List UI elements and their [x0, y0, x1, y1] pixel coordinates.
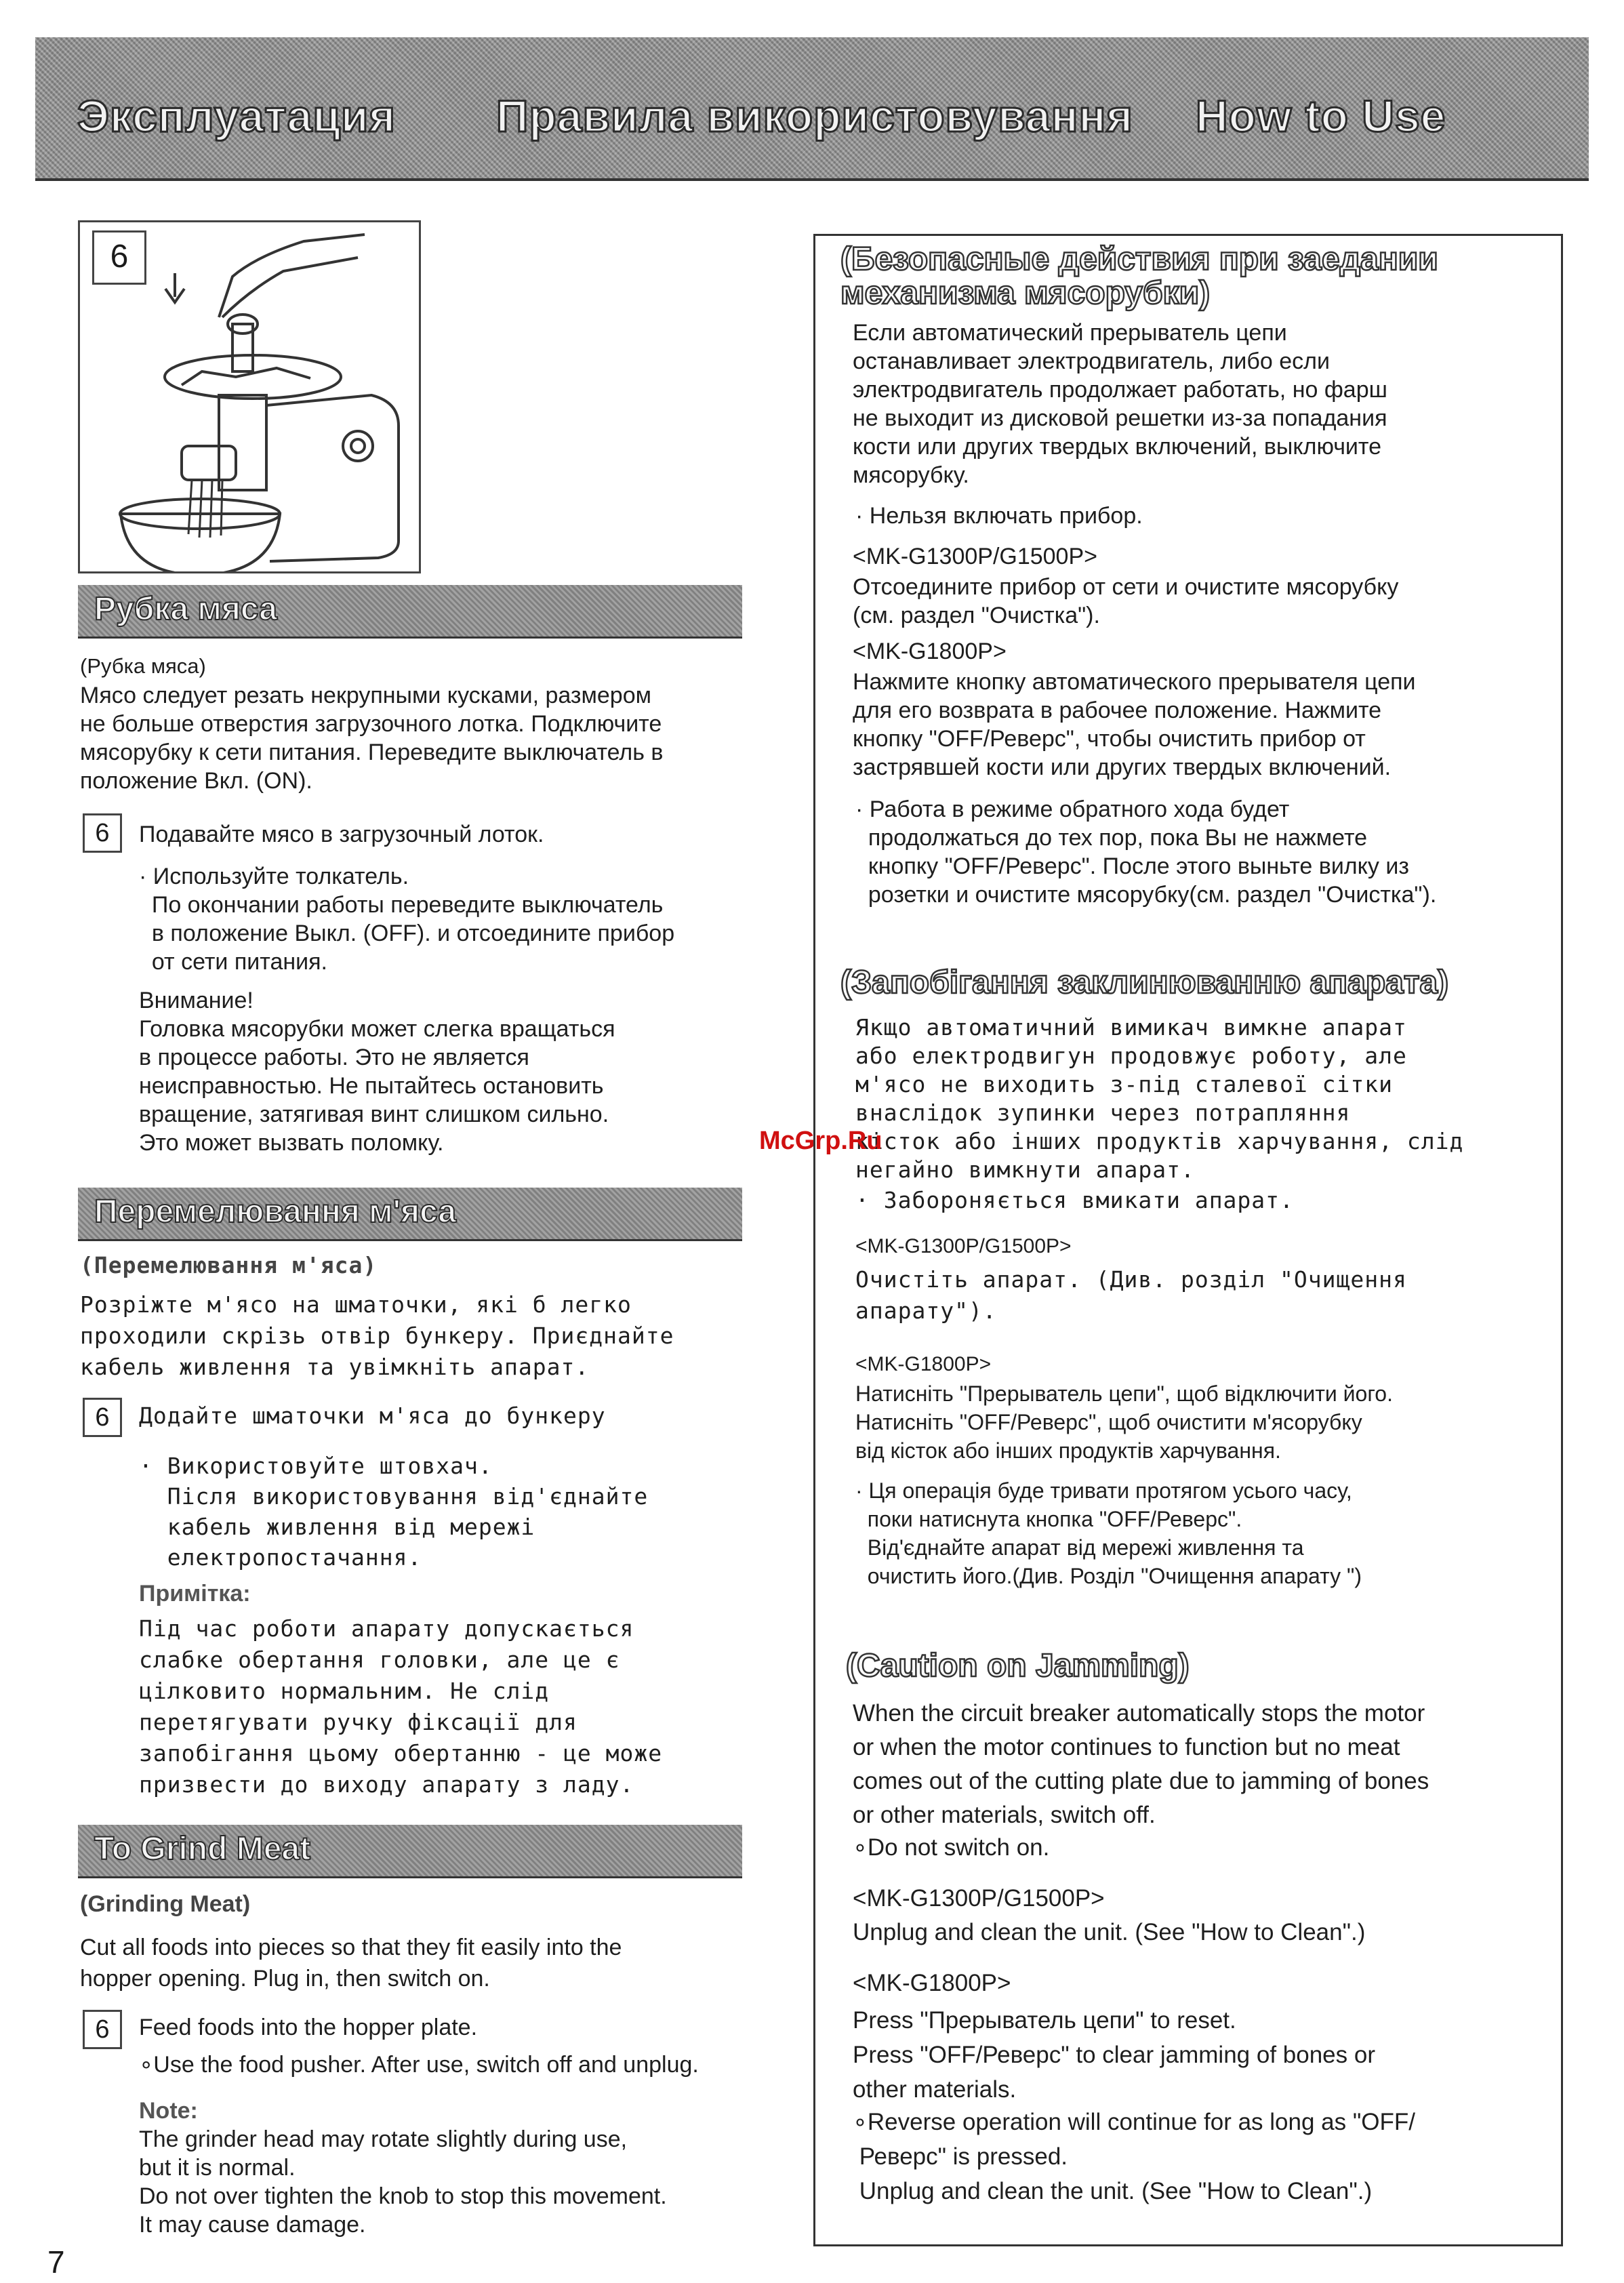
watermark: McGrp.Ru: [759, 1127, 882, 1155]
ru-step-number: 6: [83, 813, 122, 853]
section-heading-ru-text: Рубка мяса: [94, 591, 277, 627]
en-step-text: Feed foods into the hopper plate.: [139, 2015, 478, 2040]
en-subtitle: (Grinding Meat): [80, 1891, 251, 1917]
page-number: 7: [47, 2244, 65, 2280]
section-heading-uk: [78, 1188, 742, 1241]
caution-uk-p1: Якщо автоматичний вимикач вимкне апарат або електродвигун продовжує роботу, але м'ясо не виходить з-під сталевої сітки внаслідок зупинки через потрапляння кісток або інших продуктів харчування, слід негайно вимкнути апарат.: [855, 1014, 1464, 1183]
caution-en-model2: <MK-G1800P>: [853, 1970, 1011, 1996]
caution-ru-bullet1: · Нельзя включать прибор.: [855, 503, 1143, 529]
section-heading-en-text: To Grind Meat: [94, 1831, 311, 1867]
en-note: The grinder head may rotate slightly during use, but it is normal. Do not over tighten the knob to stop this movement. It may cause damage.: [139, 2126, 667, 2238]
caution-uk-bullet1: · Забороняється вмикати апарат.: [855, 1187, 1294, 1213]
caution-ru-p2: Отсоедините прибор от сети и очистите мясорубку (см. раздел "Очистка").: [853, 574, 1399, 628]
title-ru: Эксплуатация: [77, 91, 396, 141]
caution-ru-p3: Нажмите кнопку автоматического прерывателя цепи для его возврата в рабочее положение. Нажмите кнопку "OFF/Реверс", чтобы очистить прибор от застрявшей кости или других твердых включений.: [853, 669, 1416, 780]
caution-en-p1: When the circuit breaker automatically stops the motor or when the motor continues to function but no meat comes out of the cutting plate due to jamming of bones or other materials, switch off.: [853, 1700, 1429, 1828]
en-step-bullet: ∘Use the food pusher. After use, switch off and unplug.: [139, 2052, 699, 2078]
en-intro: Cut all foods into pieces so that they fit easily into the hopper opening. Plug in, then switch on.: [80, 1935, 622, 1992]
uk-note-title: Примітка:: [139, 1581, 251, 1607]
uk-step-bullet: · Використовуйте штовхач. Після використовування від'єднайте кабель живлення від мережі електропостачання.: [139, 1453, 649, 1571]
caution-en-bullet2: ∘Reverse operation will continue for as long as "OFF/ Реверс" is pressed. Unplug and clean the unit. (See "How to Clean".): [853, 2109, 1415, 2204]
en-step-number: 6: [83, 2010, 122, 2049]
caution-uk-heading: (Запобігання заклинюванню апарата): [840, 965, 1449, 1001]
en-note-title: Note:: [139, 2098, 198, 2124]
meat-grinder-illustration: [78, 220, 421, 573]
section-heading-ru: [78, 585, 742, 639]
ru-intro: Мясо следует резать некрупными кусками, размером не больше отверстия загрузочного лотка. Подключите мясорубку к сети питания. Переведите выключатель в положение Вкл. (ON).: [80, 683, 664, 794]
uk-subtitle: (Перемелювання м'яса): [80, 1252, 378, 1278]
caution-ru-heading: (Безопасные действия при заедании механизма мясорубки): [840, 241, 1438, 311]
caution-ru-model1: <MK-G1300P/G1500P>: [853, 544, 1098, 569]
uk-note: Під час роботи апарату допускається слабке обертання головки, але це є цілковито нормальним. Не слід перетягувати ручку фіксації для запобігання цьому обертанню - це може призвести до виходу апарату з ладу.: [139, 1615, 663, 1798]
caution-uk-p3: Натисніть "Прерыватель цепи", щоб відключити його. Натисніть "OFF/Реверс", щоб очистити м'ясорубку від кісток або інших продуктів харчування.: [855, 1381, 1393, 1463]
caution-uk-model1: <MK-G1300P/G1500P>: [855, 1235, 1072, 1257]
caution-ru-p1: Если автоматический прерыватель цепи останавливает электродвигатель, либо если электродвигатель продолжает работать, но фарш не выходит из дисковой решетки из-за попадания кости или других твердых включений, выключите мясорубку.: [853, 320, 1387, 488]
caution-uk-p2: Очистіть апарат. (Див. розділ "Очищення апарату").: [855, 1266, 1407, 1324]
caution-en-bullet1: ∘Do not switch on.: [853, 1834, 1050, 1861]
ru-subtitle: (Рубка мяса): [80, 654, 206, 678]
uk-step-number: 6: [83, 1398, 122, 1437]
ru-caution-note: Внимание! Головка мясорубки может слегка вращаться в процессе работы. Это не является неисправностью. Не пытайтесь остановить вращение, затягивая винт слишком сильно. Это может вызвать поломку.: [139, 988, 615, 1156]
title-en: How to Use: [1196, 91, 1446, 141]
caution-en-model1: <MK-G1300P/G1500P>: [853, 1885, 1105, 1912]
ru-step-bullet: · Используйте толкатель. По окончании работы переведите выключатель в положение Выкл. (OFF). и отсоедините прибор от сети питания.: [139, 864, 675, 975]
caution-ru-model2: <MK-G1800P>: [853, 639, 1007, 664]
illustration-step-number: 6: [92, 230, 146, 285]
caution-uk-bullet2: · Ця операція буде тривати протягом усього часу, поки натиснута кнопка "OFF/Реверс". Від'єднайте апарат від мережі живлення та очистить його.(Див. Розділ "Очищення апарату "): [855, 1478, 1362, 1588]
caution-uk-model2: <MK-G1800P>: [855, 1353, 992, 1375]
caution-en-heading: (Caution on Jamming): [846, 1648, 1190, 1684]
uk-step-text: Додайте шматочки м'яса до бункеру: [139, 1402, 606, 1429]
caution-en-p2: Unplug and clean the unit. (See "How to Clean".): [853, 1919, 1366, 1945]
title-uk: Правила використовування: [496, 91, 1133, 141]
caution-en-p3: Press "Прерыватель цепи" to reset. Press "OFF/Реверс" to clear jamming of bones or other materials.: [853, 2007, 1375, 2103]
ru-step-text: Подавайте мясо в загрузочный лоток.: [139, 822, 544, 847]
section-heading-en: [78, 1825, 742, 1878]
caution-ru-bullet2: · Работа в режиме обратного хода будет продолжаться до тех пор, пока Вы не нажмете кнопку "OFF/Реверс". После этого выньте вилку из розетки и очистите мясорубку(см. раздел "Очистка").: [855, 796, 1437, 908]
header-banner: [35, 37, 1589, 181]
uk-intro: Розріжте м'ясо на шматочки, які б легко проходили скрізь отвір бункеру. Приєднайте кабель живлення та увімкніть апарат.: [80, 1291, 674, 1380]
section-heading-uk-text: Перемелювання м'яса: [94, 1194, 457, 1230]
